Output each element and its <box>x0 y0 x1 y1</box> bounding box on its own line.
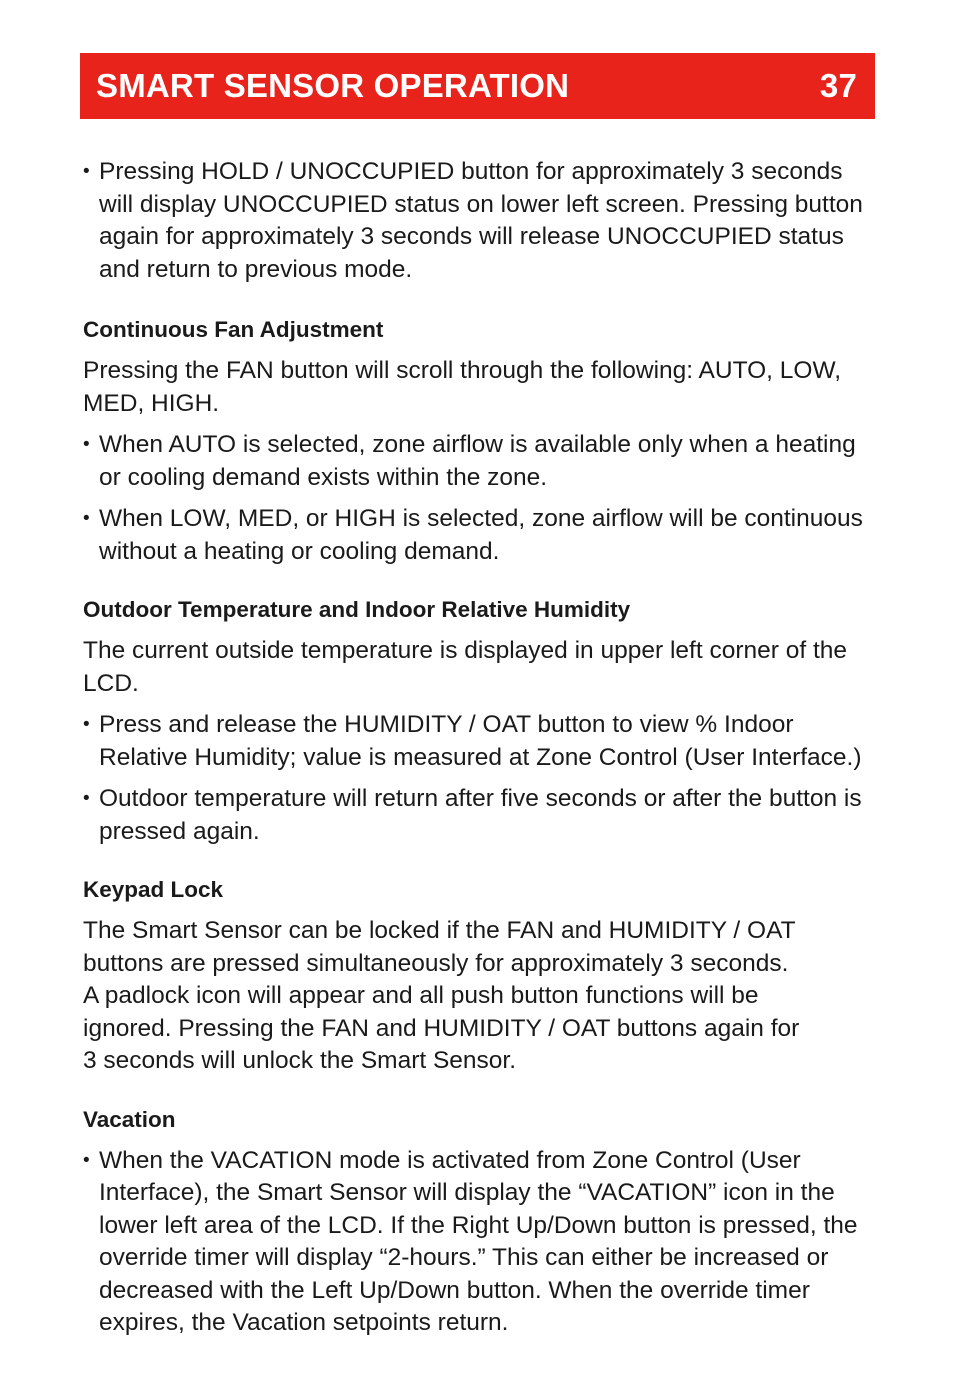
intro-bullet: • Pressing HOLD / UNOCCUPIED button for approximately 3 seconds will display UNOCCUPIED status on lower left screen. Pressing button again for approximately 3 seconds will release UNOCCUPIED status and return to previous mode. <box>83 156 883 286</box>
fan-bullet-auto: • When AUTO is selected, zone airflow is available only when a heating or cooling demand exists within the zone. <box>83 429 883 494</box>
heading-outdoor-temperature: Outdoor Temperature and Indoor Relative Humidity <box>83 597 631 622</box>
keypad-lock-line: The Smart Sensor can be locked if the FAN and HUMIDITY / OAT <box>83 917 796 944</box>
keypad-lock-line: 3 seconds will unlock the Smart Sensor. <box>83 1047 517 1074</box>
page-content <box>83 156 883 1349</box>
keypad-lock-line: A padlock icon will appear and all push button functions will be <box>83 982 759 1009</box>
vacation-bullet: • When the VACATION mode is activated from Zone Control (User Interface), the Smart Sensor will display the “VACATION” icon in the lower left area of the LCD. If the Right Up/Down button is pressed, the override timer will display “2-hours.” This can either be increased or decreased with the Left Up/Down button. When the override timer expires, the Vacation setpoints return. <box>83 1145 883 1340</box>
keypad-lock-line: ignored. Pressing the FAN and HUMIDITY / OAT buttons again for <box>83 1014 800 1042</box>
keypad-lock-paragraph <box>83 915 883 1078</box>
keypad-lock-line: buttons are pressed simultaneously for approximately 3 seconds. <box>83 949 789 977</box>
outdoor-temp-paragraph: The current outside temperature is displayed in upper left corner of the LCD. <box>83 637 847 697</box>
heading-vacation: Vacation <box>83 1106 176 1132</box>
heading-continuous-fan: Continuous Fan Adjustment <box>83 317 384 342</box>
heading-keypad-lock: Keypad Lock <box>83 877 224 902</box>
page-number: 37 <box>819 67 857 104</box>
fan-paragraph: Pressing the FAN button will scroll through the following: AUTO, LOW, MED, HIGH. <box>83 357 842 417</box>
section-title: SMART SENSOR OPERATION <box>96 67 570 104</box>
outdoor-return-bullet: • Outdoor temperature will return after five seconds or after the button is pressed again. <box>83 783 883 848</box>
humidity-bullet: • Press and release the HUMIDITY / OAT button to view % Indoor Relative Humidity; value is measured at Zone Control (User Interface.) <box>83 709 883 774</box>
fan-bullet-continuous: • When LOW, MED, or HIGH is selected, zone airflow will be continuous without a heating or cooling demand. <box>83 503 883 568</box>
section-header-bar <box>80 53 875 119</box>
